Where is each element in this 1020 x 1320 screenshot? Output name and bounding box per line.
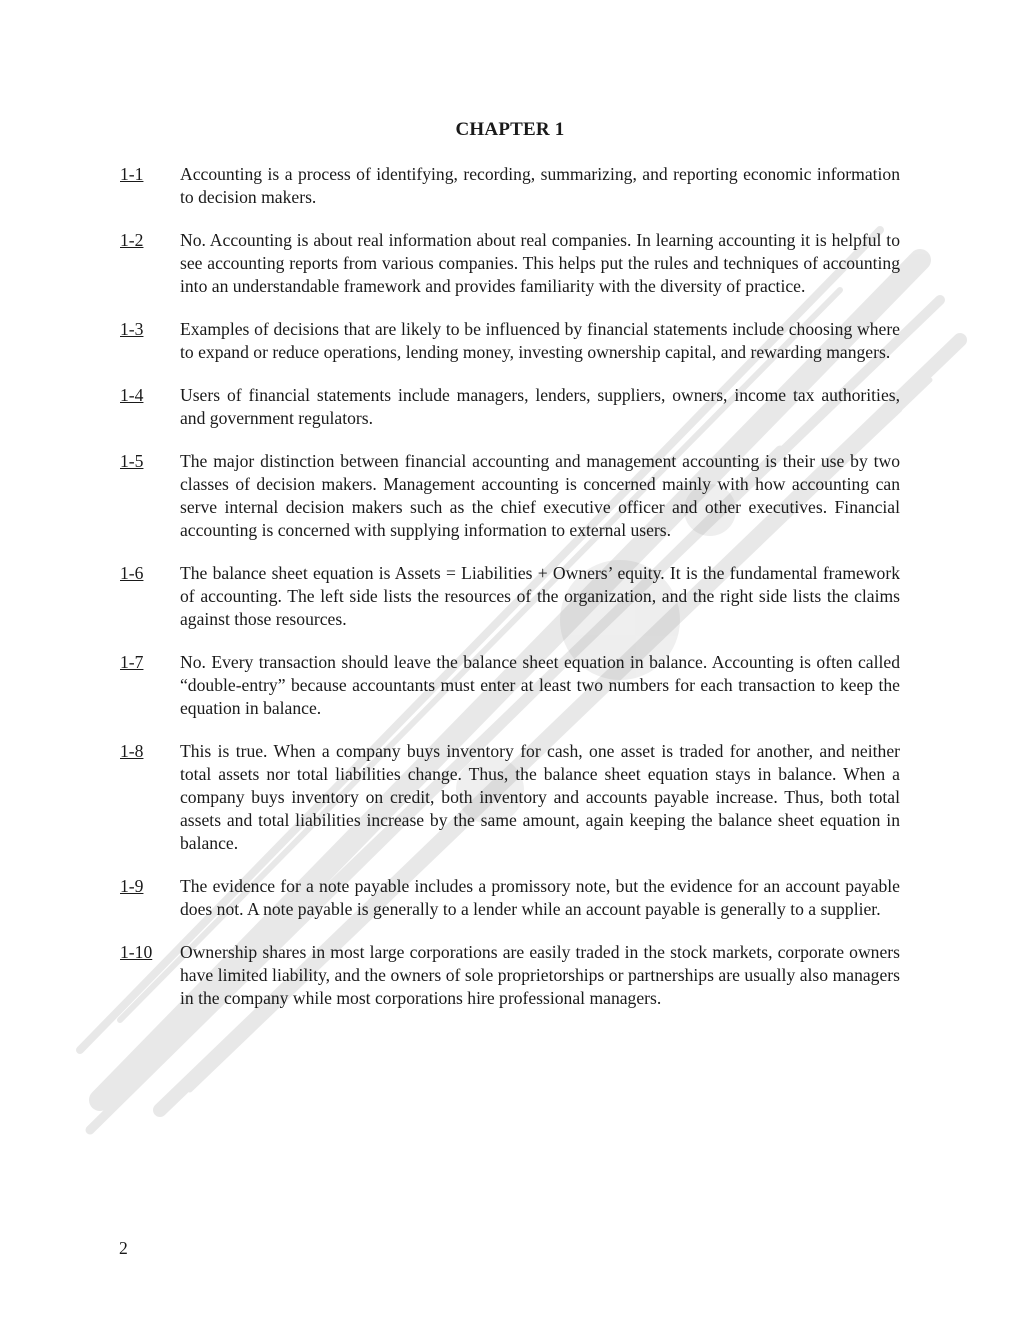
answer-number: 1-9 <box>120 876 144 896</box>
answer-text: Examples of decisions that are likely to be influenced by financial statements include choosing where to expand or reduce operations, lending money, investing ownership capital, and rewarding mangers. <box>180 319 900 362</box>
answer-text: No. Every transaction should leave the balance sheet equation in balance. Accounting is often called “double-entry” because accountants must enter at least two numbers for each transaction to keep the equation in balance. <box>180 652 900 718</box>
answer-text: The evidence for a note payable includes a promissory note, but the evidence for an account payable does not. A note payable is generally to a lender while an account payable is generally to a supplier. <box>180 876 900 919</box>
answer-number: 1-10 <box>120 942 153 962</box>
answer-number: 1-6 <box>120 563 144 583</box>
answer-item <box>120 384 900 430</box>
answer-item <box>120 740 900 855</box>
answer-item <box>120 651 900 720</box>
answer-text: Ownership shares in most large corporations are easily traded in the stock markets, corporate owners have limited liability, and the owners of sole proprietorships or partnerships are usually also managers in the company while most corporations hire professional managers. <box>180 942 900 1008</box>
page-number: 2 <box>119 1238 128 1258</box>
answer-item <box>120 562 900 631</box>
answer-text: This is true. When a company buys inventory for cash, one asset is traded for another, and neither total assets nor total liabilities change. Thus, the balance sheet equation stays in balance. When a company buys inventory on credit, both inventory and accounts payable increase. Thus, both total assets and total liabilities increase by the same amount, again keeping the balance sheet equation in balance. <box>180 741 900 853</box>
answer-item <box>120 941 900 1010</box>
answer-text: No. Accounting is about real information about real companies. In learning accounting it is helpful to see accounting reports from various companies. This helps put the rules and techniques of accounting into an understandable framework and provides familiarity with the diversity of practice. <box>180 230 900 296</box>
answer-number: 1-4 <box>120 385 144 405</box>
answer-text: The major distinction between financial accounting and management accounting is their use by two classes of decision makers. Management accounting is concerned mainly with how accounting can serve internal decision makers such as the chief executive officer and other executives. Financial accounting is concerned with supplying information to external users. <box>180 451 900 540</box>
answer-item <box>120 163 900 209</box>
answer-item <box>120 229 900 298</box>
answer-list <box>120 163 900 1030</box>
answer-text: Users of financial statements include managers, lenders, suppliers, owners, income tax authorities, and government regulators. <box>180 385 900 428</box>
answer-text: Accounting is a process of identifying, recording, summarizing, and reporting economic information to decision makers. <box>180 164 900 207</box>
answer-item <box>120 450 900 542</box>
chapter-title: CHAPTER 1 <box>455 119 565 140</box>
answer-number: 1-2 <box>120 230 144 250</box>
answer-number: 1-1 <box>120 164 144 184</box>
answer-item <box>120 318 900 364</box>
answer-text: The balance sheet equation is Assets = Liabilities + Owners’ equity. It is the fundamental framework of accounting. The left side lists the resources of the organization, and the right side lists the claims against those resources. <box>180 563 900 629</box>
answer-number: 1-5 <box>120 451 144 471</box>
answer-item <box>120 875 900 921</box>
answer-number: 1-3 <box>120 319 144 339</box>
answer-number: 1-8 <box>120 741 144 761</box>
answer-number: 1-7 <box>120 652 144 672</box>
